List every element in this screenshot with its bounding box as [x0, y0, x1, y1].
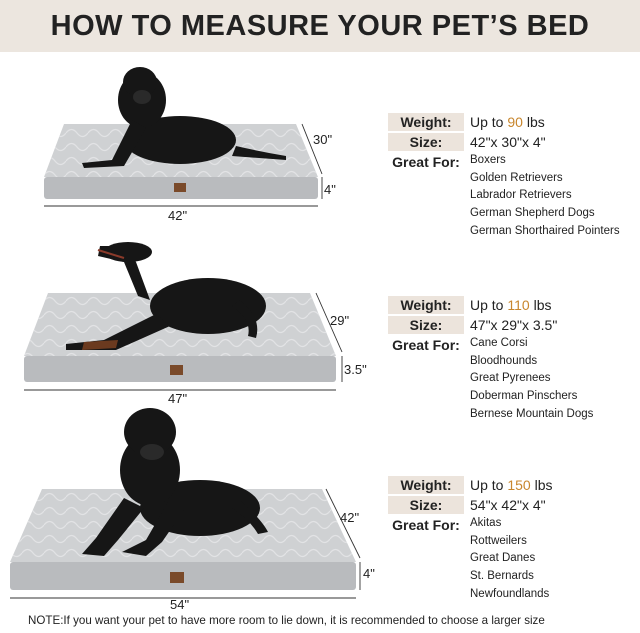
list-item: Newfoundlands — [470, 587, 550, 600]
bed-2-length-label: 47" — [168, 391, 188, 406]
bed-2-depth-label: 29" — [330, 313, 350, 328]
bed-3-tag — [170, 572, 184, 583]
list-item: Great Pyrenees — [470, 372, 551, 385]
weight-label: Weight: — [388, 113, 464, 131]
breed-list — [470, 335, 638, 424]
breed-list — [470, 152, 638, 241]
list-item: St. Bernards — [470, 570, 534, 583]
bed-1-tag — [174, 183, 186, 192]
size-label: Size: — [388, 316, 464, 334]
bed-3-length-label: 54" — [170, 597, 190, 612]
list-item: Golden Retrievers — [470, 171, 563, 184]
list-item: Labrador Retrievers — [470, 189, 572, 202]
bed-1-height-label: 4" — [324, 182, 336, 197]
great-for-label: Great For: — [392, 337, 460, 353]
list-item: Cane Corsi — [470, 337, 528, 349]
size-value: 54"x 42"x 4" — [470, 497, 546, 513]
list-item: Boxers — [470, 154, 506, 166]
weight-label: Weight: — [388, 476, 464, 494]
list-item: Great Danes — [470, 552, 536, 565]
bed-2-height-label: 3.5" — [344, 362, 367, 377]
bed-2-tag — [170, 365, 183, 375]
weight-value: Up to 90 lbs — [470, 114, 545, 130]
bed-3-height-label: 4" — [363, 566, 375, 581]
breed-list — [470, 515, 638, 604]
weight-value: Up to 110 lbs — [470, 297, 552, 313]
list-item: German Shorthaired Pointers — [470, 224, 620, 237]
list-item: Akitas — [470, 517, 502, 529]
list-item: Bloodhounds — [470, 354, 538, 367]
bed-2-specs — [388, 295, 638, 424]
bed-1-length-label: 42" — [168, 208, 188, 223]
weight-label: Weight: — [388, 296, 464, 314]
great-for-label: Great For: — [392, 154, 460, 170]
list-item: Rottweilers — [470, 534, 527, 547]
list-item: Bernese Mountain Dogs — [470, 407, 594, 420]
page-title: HOW TO MEASURE YOUR PET’S BED — [50, 9, 590, 42]
bed-1-depth-label: 30" — [313, 132, 333, 147]
bed-1-specs — [388, 112, 638, 241]
size-value: 42"x 30"x 4" — [470, 134, 546, 150]
footer-note: NOTE:If you want your pet to have more room to lie down, it is recommended to choose a larger size — [28, 614, 545, 627]
bed-3-specs — [388, 475, 638, 604]
bed-3-depth-label: 42" — [340, 510, 360, 525]
size-value: 47"x 29"x 3.5" — [470, 317, 558, 333]
size-label: Size: — [388, 133, 464, 151]
list-item: German Shepherd Dogs — [470, 207, 595, 220]
great-for-label: Great For: — [392, 517, 460, 533]
weight-value: Up to 150 lbs — [470, 477, 553, 493]
size-label: Size: — [388, 496, 464, 514]
list-item: Doberman Pinschers — [470, 390, 578, 403]
